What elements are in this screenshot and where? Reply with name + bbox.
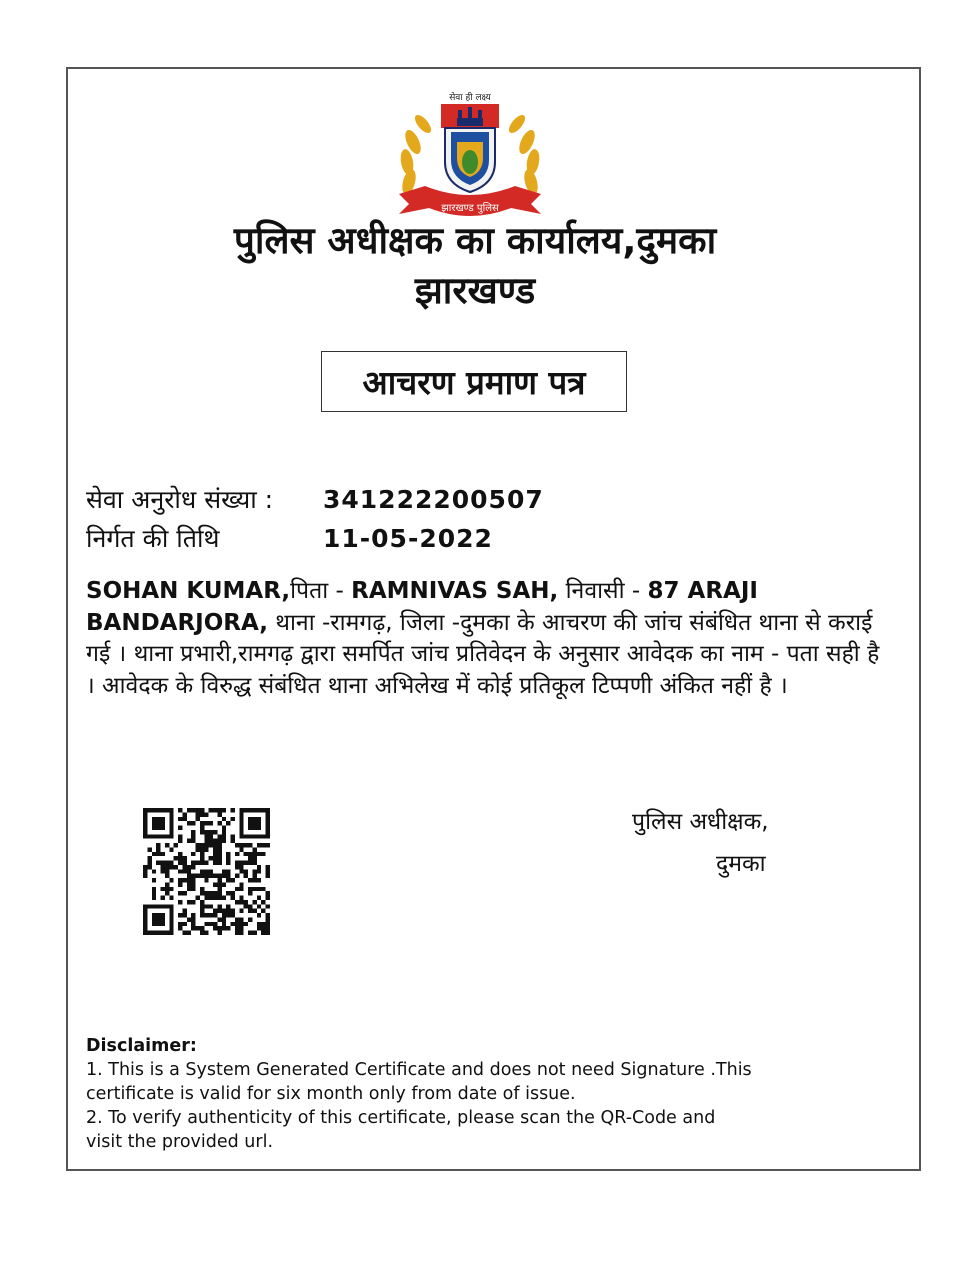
issue-date-label: निर्गत की तिथि	[86, 524, 220, 553]
request-number-row	[86, 482, 544, 518]
signatory-designation: पुलिस अधीक्षक,	[632, 809, 769, 835]
office-title: पुलिस अधीक्षक का कार्यालय,दुमका	[233, 219, 717, 262]
disclaimer-line-4: visit the provided url.	[86, 1132, 274, 1152]
disclaimer-section	[86, 1034, 886, 1154]
certificate-title-box	[321, 351, 627, 412]
logo-ribbon-text: झारखण्ड पुलिस	[441, 203, 499, 214]
residence-label: निवासी -	[558, 578, 648, 604]
disclaimer-line-3: 2. To verify authenticity of this certificate, please scan the QR-Code and	[86, 1108, 716, 1128]
applicant-name: SOHAN KUMAR,	[86, 578, 291, 604]
certificate-statement: थाना -रामगढ़, जिला -दुमका के आचरण की जांच संबंधित थाना से कराई गई । थाना प्रभारी,रामगढ़ द्वारा समर्पित जांच प्रतिवेदन के अनुसार आवेदक का नाम - पता सही है । आवेदक के विरुद्ध संबंधित थाना अभिलेख में कोई प्रतिकूल टिप्पणी अंकित नहीं है ।	[86, 609, 880, 699]
office-state: झारखण्ड	[414, 269, 536, 312]
issue-date-row	[86, 521, 493, 557]
signatory-place: दुमका	[716, 851, 766, 877]
father-name: RAMNIVAS SAH,	[351, 578, 559, 604]
father-label: पिता -	[290, 578, 352, 604]
disclaimer-title: Disclaimer:	[86, 1036, 197, 1056]
issue-date-value: 11-05-2022	[323, 524, 493, 553]
disclaimer-line-1: 1. This is a System Generated Certificate and does not need Signature .This	[86, 1060, 752, 1080]
certificate-title: आचरण प्रमाण पत्र	[362, 363, 586, 402]
verification-qr-code[interactable]	[143, 808, 270, 935]
request-number-label: सेवा अनुरोध संख्या :	[86, 485, 274, 514]
applicant-address: 87 ARAJI BANDARJORA,	[86, 578, 758, 636]
logo-motto-text: सेवा ही लक्ष्य	[449, 93, 491, 103]
disclaimer-line-2: certificate is valid for six month only from date of issue.	[86, 1084, 576, 1104]
jharkhand-police-logo	[385, 82, 555, 230]
certificate-body	[86, 576, 894, 702]
request-number-value: 341222200507	[323, 485, 544, 514]
